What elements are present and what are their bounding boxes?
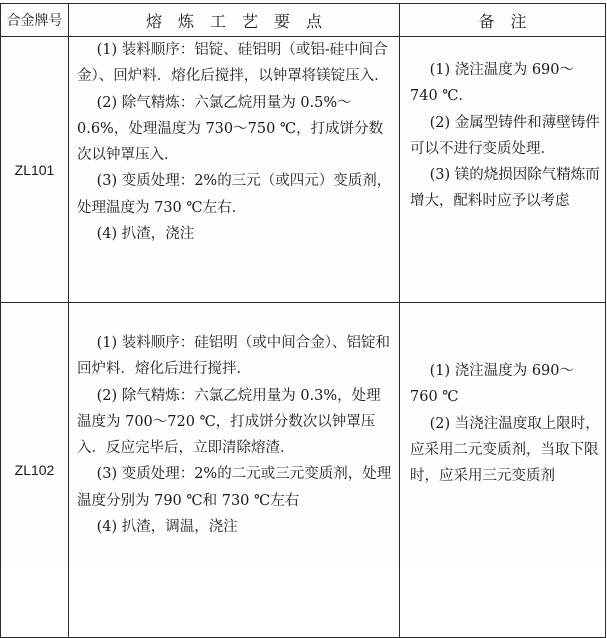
remarks-cell (400, 37, 606, 303)
table-row (1, 37, 606, 303)
alloy-grade-cell: ZL101 (1, 37, 69, 303)
remark-item: (2) 金属型铸件和薄壁铸件可以不进行变质处理． (410, 114, 600, 157)
process-step: (1) 装料顺序：铝锭、硅铝明（或铝-硅中间合金）、回炉料．熔化后搅拌，以钟罩将镁锭压入． (77, 42, 389, 85)
remark-item: (2) 当浇注温度取上限时，应采用二元变质剂，当取下限时，应采用三元变质剂 (410, 415, 600, 485)
process-cell (69, 303, 400, 638)
header-remarks: 备注 (400, 4, 606, 37)
table-row (1, 303, 606, 638)
process-step: (2) 除气精炼：六氯乙烷用量为 0.3%，处理温度为 700～720 ℃，打成饼分数次以钟罩压入．反应完毕后，立即清除熔渣． (77, 387, 381, 457)
header-alloy-grade: 合金牌号 (1, 4, 69, 37)
remark-item: (1) 浇注温度为 690～740 ℃． (410, 62, 574, 105)
table-header-row (1, 4, 606, 37)
process-cell (69, 37, 400, 303)
process-step: (3) 变质处理：2%的三元（或四元）变质剂，处理温度为 730 ℃左右． (77, 173, 392, 216)
process-step: (2) 除气精炼：六氯乙烷用量为 0.5%～0.6%，处理温度为 730～750 ℃，打成饼分数次以钟罩压入． (77, 94, 384, 164)
process-step: (4) 扒渣，浇注 (96, 226, 195, 243)
process-step: (3) 变质处理：2%的二元或三元变质剂，处理温度分别为 790 ℃和 730 ℃左右 (77, 466, 392, 509)
remark-item: (1) 浇注温度为 690～760 ℃ (410, 363, 574, 406)
remarks-cell (400, 303, 606, 638)
remark-item: (3) 镁的烧损因除气精炼而增大，配料时应予以考虑 (410, 167, 600, 210)
header-smelting-process: 熔炼工艺要点 (69, 4, 400, 37)
process-step: (4) 扒渣，调温，浇注 (96, 519, 238, 536)
alloy-grade-cell: ZL102 (1, 303, 69, 638)
alloy-smelting-table (0, 3, 606, 638)
process-step: (1) 装料顺序：硅铝明（或中间合金）、铝锭和回炉料．熔化后进行搅拌． (77, 335, 390, 378)
